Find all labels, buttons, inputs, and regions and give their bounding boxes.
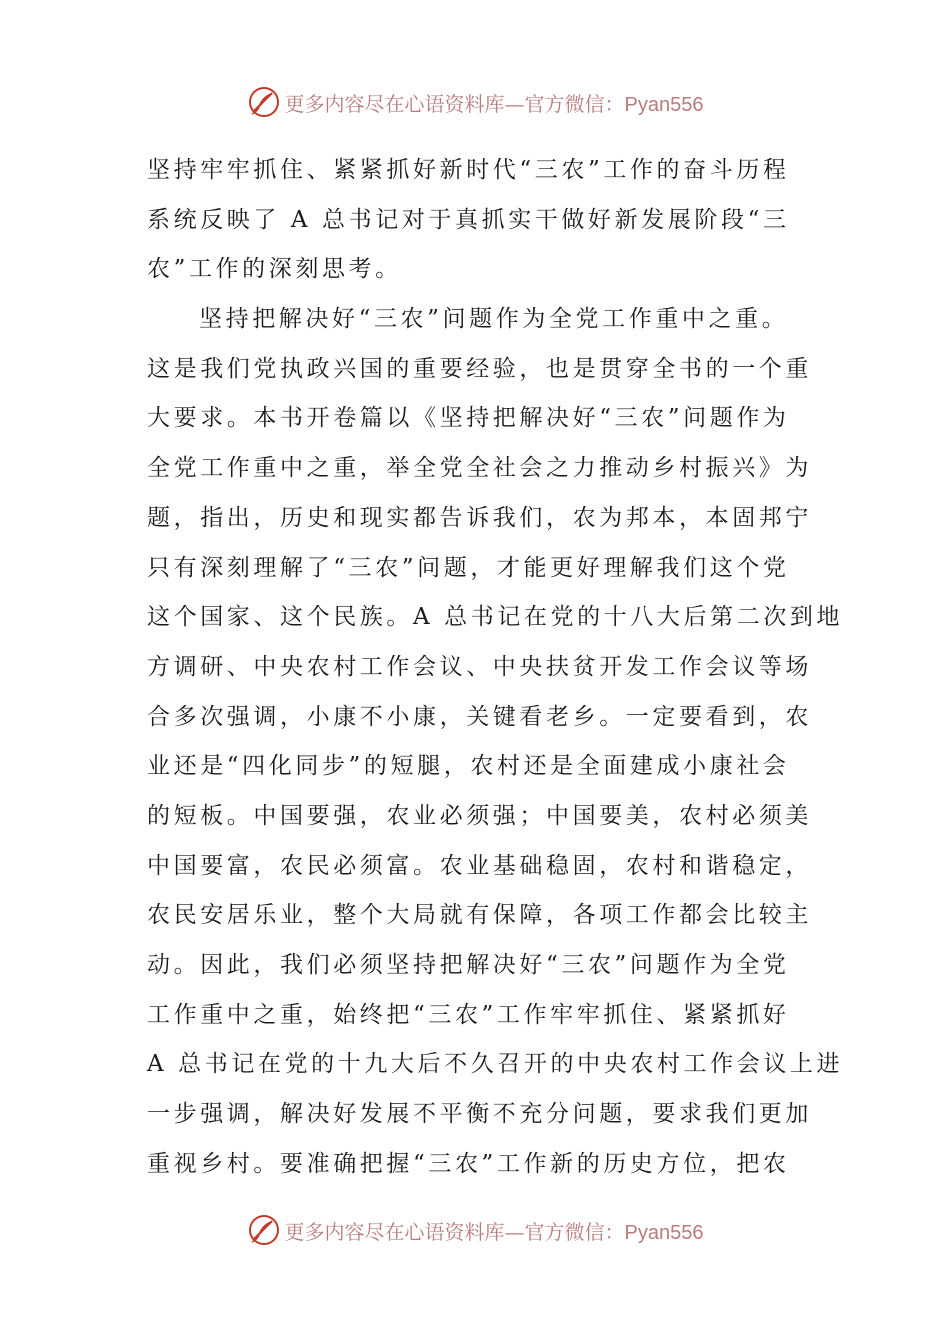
body-line: 一步强调，解决好发展不平衡不充分问题，要求我们更加 [147, 1101, 812, 1128]
body-line: 动。因此，我们必须坚持把解决好“三农”问题作为全党 [147, 952, 790, 978]
body-line: 这是我们党执政兴国的重要经验，也是贯穿全书的一个重 [147, 355, 812, 382]
footer-brand: 更多内容尽在心语资料库—官方微信： [284, 1219, 625, 1244]
body-line: 只有深刻理解了“三农”问题，才能更好理解我们这个党 [147, 554, 790, 581]
header-wechat-id: Pyan556 [624, 93, 704, 116]
body-line: A 总书记在党的十九大后不久召开的中央农村工作会议上进 [147, 1051, 844, 1078]
document-body [147, 146, 844, 1189]
body-line: 方调研、中央农村工作会议、中央扶贫开发工作会议等场 [147, 653, 812, 680]
body-line: 全党工作重中之重，举全党全社会之力推动乡村振兴》为 [147, 455, 812, 482]
body-line: 工作重中之重，始终把“三农”工作牢牢抓住、紧紧抓好 [147, 1001, 790, 1028]
page-footer [0, 1212, 950, 1248]
body-line: 坚持牢牢抓住、紧紧抓好新时代“三农”工作的奋斗历程 [147, 157, 790, 183]
body-line: 题，指出，历史和现实都告诉我们，农为邦本，本固邦宁 [147, 504, 812, 531]
body-line: 坚持把解决好“三农”问题作为全党工作重中之重。 [199, 306, 789, 333]
body-line: 农”工作的深刻思考。 [147, 256, 402, 283]
body-line: 的短板。中国要强，农业必须强；中国要美，农村必须美 [147, 802, 812, 829]
body-line: 系统反映了 A 总书记对于真抓实干做好新发展阶段“三 [147, 206, 790, 233]
body-line: 合多次强调，小康不小康，关键看老乡。一定要看到，农 [147, 703, 812, 730]
page-header [0, 84, 950, 120]
header-brand-text [285, 88, 704, 117]
header-brand: 更多内容尽在心语资料库—官方微信： [284, 91, 625, 116]
body-line: 这个国家、这个民族。A 总书记在党的十八大后第二次到地 [147, 604, 844, 631]
body-line: 重视乡村。要准确把握“三农”工作新的历史方位，把农 [147, 1150, 790, 1177]
body-line: 农民安居乐业，整个大局就有保障，各项工作都会比较主 [147, 902, 812, 929]
quill-logo-icon [247, 85, 281, 119]
footer-wechat-id: Pyan556 [624, 1221, 704, 1244]
body-line: 业还是“四化同步”的短腿，农村还是全面建成小康社会 [147, 753, 790, 780]
body-line: 大要求。本书开卷篇以《坚持把解决好“三农”问题作为 [147, 405, 790, 432]
footer-brand-text [285, 1216, 704, 1245]
body-line: 中国要富，农民必须富。农业基础稳固，农村和谐稳定， [147, 852, 812, 879]
quill-logo-icon [247, 1213, 281, 1247]
